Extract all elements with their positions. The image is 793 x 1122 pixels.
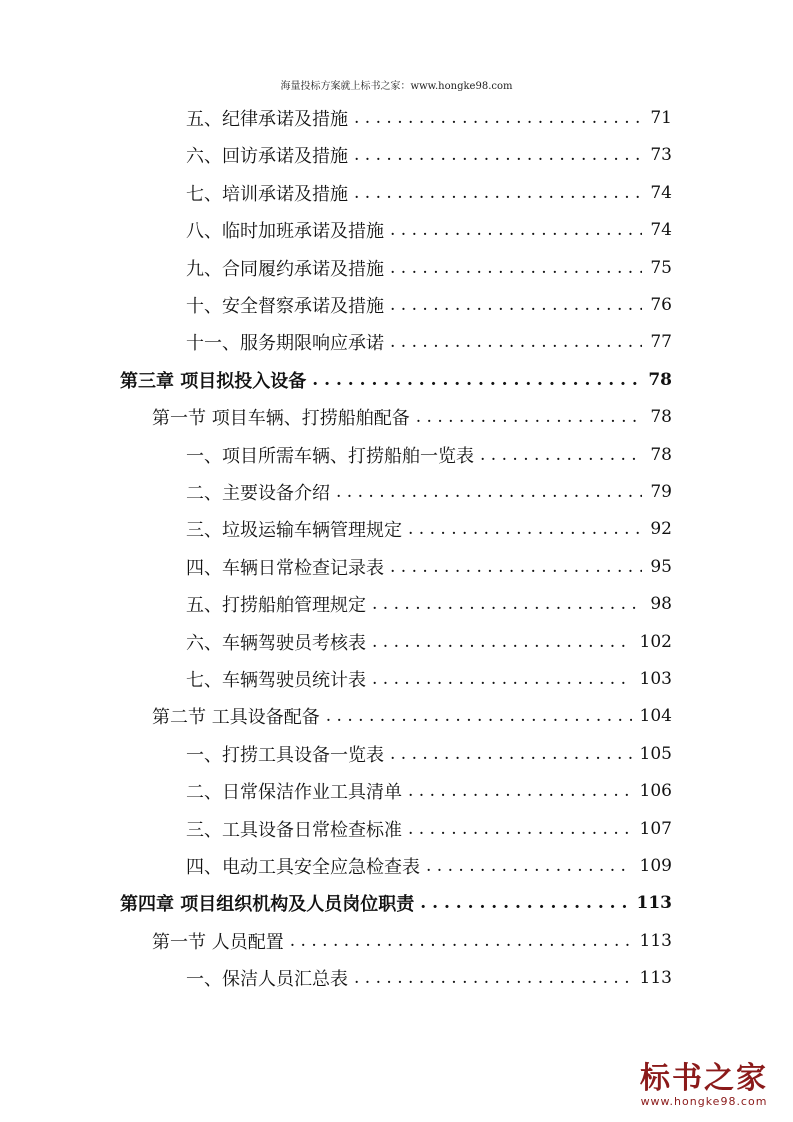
toc-dot-leader <box>426 851 632 881</box>
toc-entry[interactable] <box>186 776 672 806</box>
toc-dot-leader <box>390 290 642 320</box>
toc-entry-page-number: 104 <box>639 706 672 727</box>
toc-entry[interactable] <box>152 926 672 956</box>
toc-dot-leader <box>336 477 642 507</box>
toc-entry[interactable] <box>152 701 672 731</box>
toc-entry-title: 三、工具设备日常检查标准 <box>186 819 402 841</box>
toc-entry-page-number: 71 <box>650 108 672 128</box>
toc-entry-page-number: 106 <box>639 781 672 802</box>
toc-entry-page-number: 74 <box>650 220 672 241</box>
toc-entry-page-number: 76 <box>650 295 672 315</box>
toc-entry[interactable] <box>186 178 672 208</box>
toc-entry[interactable] <box>186 514 672 544</box>
toc-entry-title: 七、车辆驾驶员统计表 <box>186 670 366 691</box>
toc-entry-page-number: 113 <box>636 893 672 914</box>
toc-entry[interactable] <box>186 103 672 133</box>
toc-entry-page-number: 74 <box>650 182 672 203</box>
toc-entry-page-number: 95 <box>650 556 672 577</box>
toc-entry-page-number: 92 <box>650 519 672 540</box>
toc-dot-leader <box>354 178 642 208</box>
toc-dot-leader <box>390 253 642 283</box>
toc-entry-page-number: 79 <box>650 482 672 502</box>
toc-dot-leader <box>390 739 632 769</box>
toc-entry[interactable] <box>186 664 672 694</box>
page-header: 海量投标方案就上标书之家：www.hongke98.com <box>280 81 513 92</box>
toc-dot-leader <box>408 814 632 844</box>
toc-entry-page-number: 77 <box>650 332 672 353</box>
toc-entry-title: 一、保洁人员汇总表 <box>186 969 348 991</box>
toc-dot-leader <box>354 140 642 170</box>
toc-entry-page-number: 113 <box>639 968 672 989</box>
logo <box>629 1062 779 1108</box>
toc-entry-page-number: 75 <box>650 257 672 278</box>
toc-entry-title: 十、安全督察承诺及措施 <box>186 296 384 317</box>
toc-entry[interactable] <box>186 963 672 993</box>
toc-entry-page-number: 102 <box>639 631 672 652</box>
toc-entry-title: 第一节 人员配置 <box>152 931 284 953</box>
toc-dot-leader <box>326 701 632 731</box>
toc-entry-page-number: 78 <box>648 369 672 390</box>
toc-entry-title: 一、项目所需车辆、打捞船舶一览表 <box>186 445 474 467</box>
toc-entry-title: 第一节 项目车辆、打捞船舶配备 <box>152 408 410 430</box>
toc-entry-title: 八、临时加班承诺及措施 <box>186 221 384 243</box>
toc-entry-page-number: 73 <box>650 145 672 166</box>
toc-dot-leader <box>354 103 642 133</box>
logo-url: www.hongke98.com <box>640 1095 768 1108</box>
toc-entry-title: 二、日常保洁作业工具清单 <box>186 782 402 804</box>
toc-dot-leader <box>372 627 632 657</box>
toc-entry[interactable] <box>186 327 672 357</box>
toc-entry-page-number: 107 <box>639 818 672 839</box>
toc-entry[interactable] <box>120 365 672 395</box>
logo-text: 标书之家 <box>640 1061 768 1096</box>
toc-entry-title: 三、垃圾运输车辆管理规定 <box>186 520 402 542</box>
toc-entry-page-number: 103 <box>639 669 672 689</box>
toc-entry-title: 二、主要设备介绍 <box>186 483 330 504</box>
toc-entry[interactable] <box>186 140 672 170</box>
toc-entry[interactable] <box>186 477 672 507</box>
toc-entry[interactable] <box>186 627 672 657</box>
toc-entry-title: 四、车辆日常检查记录表 <box>186 557 384 579</box>
toc-dot-leader <box>312 365 640 395</box>
toc-dot-leader <box>408 776 632 806</box>
toc-entry-title: 六、车辆驾驶员考核表 <box>186 632 366 654</box>
toc-entry[interactable] <box>186 552 672 582</box>
toc-entry-page-number: 98 <box>650 594 672 615</box>
toc-entry[interactable] <box>186 215 672 245</box>
toc-dot-leader <box>372 664 632 694</box>
toc-entry-title: 九、合同履约承诺及措施 <box>186 258 384 280</box>
toc-entry-title: 六、回访承诺及措施 <box>186 146 348 168</box>
toc-entry[interactable] <box>186 290 672 320</box>
toc-dot-leader <box>416 402 643 432</box>
toc-dot-leader <box>480 440 642 470</box>
toc-entry-page-number: 78 <box>650 407 672 428</box>
toc-entry-page-number: 105 <box>639 743 672 764</box>
toc-entry-title: 一、打捞工具设备一览表 <box>186 744 384 766</box>
toc-entry-title: 五、纪律承诺及措施 <box>186 109 348 130</box>
toc-entry-title: 四、电动工具安全应急检查表 <box>186 857 420 878</box>
toc-entry[interactable] <box>152 402 672 432</box>
toc-entry-page-number: 109 <box>639 856 672 876</box>
toc-dot-leader <box>390 215 642 245</box>
toc-entry[interactable] <box>186 440 672 470</box>
toc-entry[interactable] <box>186 739 672 769</box>
toc-entry[interactable] <box>120 888 672 918</box>
toc-entry[interactable] <box>186 253 672 283</box>
toc-entry-title: 七、培训承诺及措施 <box>186 183 348 205</box>
toc-entry-title: 五、打捞船舶管理规定 <box>186 595 366 617</box>
toc-dot-leader <box>372 589 642 619</box>
toc-entry-title: 十一、服务期限响应承诺 <box>186 333 384 355</box>
toc-dot-leader <box>390 552 642 582</box>
toc-entry[interactable] <box>186 814 672 844</box>
toc-dot-leader <box>408 514 642 544</box>
toc-dot-leader <box>354 963 632 993</box>
toc-entry-page-number: 78 <box>650 444 672 465</box>
toc-dot-leader <box>420 888 628 918</box>
toc-entry-title: 第三章 项目拟投入设备 <box>120 370 307 392</box>
toc-dot-leader <box>290 926 632 956</box>
toc-dot-leader <box>390 327 642 357</box>
toc-entry[interactable] <box>186 589 672 619</box>
toc-entry[interactable] <box>186 851 672 881</box>
toc-entry-title: 第二节 工具设备配备 <box>152 707 320 729</box>
toc-entry-page-number: 113 <box>639 930 672 951</box>
toc-entry-title: 第四章 项目组织机构及人员岗位职责 <box>120 894 415 916</box>
